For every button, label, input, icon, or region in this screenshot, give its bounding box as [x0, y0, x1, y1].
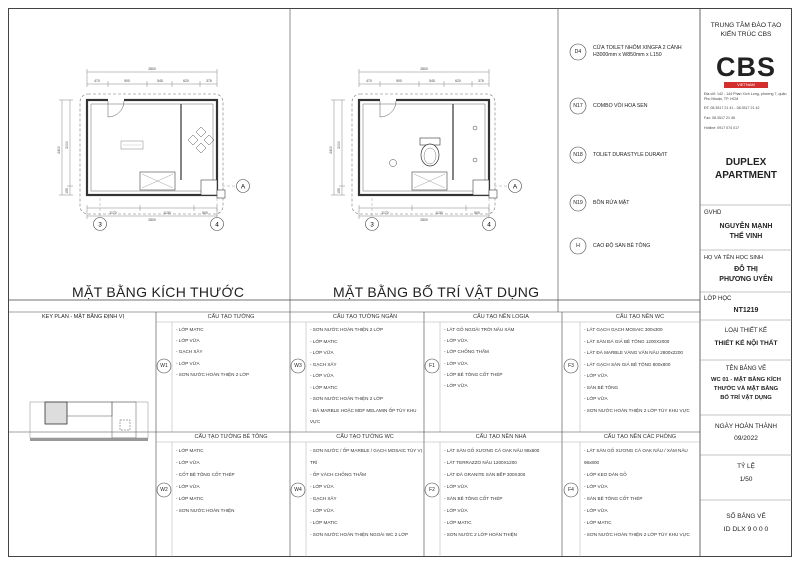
spec-item: - SÀN BÊ TÔNG	[584, 384, 619, 390]
grid-label: A	[240, 183, 246, 191]
spec-item: - LỚP VỮA	[444, 360, 468, 366]
address: Địa chỉ: 142 - 144 Phan Xích Long, phường 7, quận Phú Nhuận, TP. HCM	[704, 92, 787, 101]
dim-text: 2800	[148, 218, 156, 222]
gvhd-name-1: NGUYỄN MẠNH	[719, 223, 773, 230]
legend-code: N17	[573, 103, 583, 109]
logo-sub: VIETNAM	[724, 82, 768, 88]
sheet-value: ID DLX 9 0 0 0	[723, 526, 769, 533]
spec-item: - ỐP VÁCH CHỐNG THẤM	[310, 472, 366, 477]
design-type-value: THIẾT KẾ NỘI THẤT	[714, 340, 778, 347]
drawing-name-2: THƯỚC VÀ MẶT BẰNG	[713, 386, 779, 392]
dim-text: 1170	[109, 211, 117, 215]
spec-item: - LỚP VỮA	[176, 460, 200, 465]
project-name-2: APARTMENT	[714, 170, 778, 181]
spec-item: - LỚP MATIC	[176, 496, 204, 501]
student-name-2: PHƯƠNG UYÊN	[719, 276, 773, 283]
spec-code: F3	[568, 363, 574, 369]
spec-item: - SƠN NƯỚC HOÀN THIỆN 2 LỚP	[310, 327, 384, 332]
spec-list	[310, 445, 422, 541]
grid-label: 4	[215, 221, 219, 229]
spec-item: - LỚP VỮA	[176, 360, 200, 366]
center-name-2: KIẾN TRÚC CBS	[720, 31, 772, 38]
spec-code: W1	[160, 363, 168, 369]
door-swing	[108, 101, 124, 117]
spec-item: - LỚP VỮA	[584, 396, 608, 401]
spec-item: - SƠN NƯỚC HOÀN THIỆN 2 LỚP TÙY KHU VỰC	[584, 407, 690, 413]
design-type-label: LOẠI THIẾT KẾ	[724, 328, 768, 334]
legend-code: N18	[573, 152, 583, 158]
spec-item: - SƠN NƯỚC 2 LỚP HOÀN THIỆN	[444, 532, 518, 537]
spec-item: - GẠCH XÂY	[310, 361, 337, 367]
spec-title: CẤU TẠO TƯỜNG WC	[336, 434, 394, 440]
dim-text: 545	[429, 79, 435, 83]
grid-label: A	[512, 183, 518, 191]
logo-text: CBS	[715, 52, 776, 82]
dim-text: 500	[474, 211, 480, 215]
dim-text: 155	[65, 188, 69, 194]
dim-text: 375	[206, 79, 212, 83]
hotline: Hotline: 0917 074 017	[704, 126, 740, 130]
spec-item: - LÁT GỖ NGOÀI TRỜI NÂU XÁM	[444, 327, 515, 332]
spec-item: - LỚP MATIC	[176, 448, 204, 453]
scale-value: 1/50	[739, 476, 753, 483]
class-value: NT1219	[733, 307, 759, 314]
gvhd-name-2: THẾ VINH	[729, 233, 763, 240]
spec-item: - LỚP VỮA	[444, 508, 468, 513]
dim-text: 2000	[65, 141, 69, 149]
spec-item: - LỚP MATIC	[310, 338, 338, 344]
legend-text: COMBO VÒI HOA SEN	[593, 103, 648, 109]
legend-symbols	[570, 44, 586, 254]
spec-item: - SƠN NƯỚC HOÀN THIỆN 2 LỚP	[176, 371, 250, 377]
spec-item: - LỚP MATIC	[310, 384, 338, 390]
spec-item: - LỚP VỮA	[444, 338, 468, 344]
spec-item: - LỚP VỮA	[310, 484, 334, 489]
project-name-1: DUPLEX	[725, 157, 767, 168]
spec-item: - LỚP VỮA	[176, 484, 200, 489]
spec-list	[444, 324, 560, 391]
legend-text: TOLIET DURASTYLE DURAVIT	[593, 152, 668, 158]
dim-text: 1130	[163, 211, 171, 215]
spec-item: - LỚP VỮA	[584, 373, 608, 378]
spec-item: - GẠCH XÂY	[310, 496, 337, 501]
spec-item: - LỚP VỮA	[310, 350, 334, 355]
cbs-logo	[706, 52, 786, 82]
spec-item: - LỚP VỮA	[310, 373, 334, 378]
spec-list	[176, 324, 288, 380]
spec-item: - LỚP MATIC	[176, 327, 204, 332]
key-plan-drawing	[30, 402, 148, 441]
legend-text: CAO ĐỘ SÀN BÊ TÔNG	[593, 243, 651, 249]
spec-item: - LỚP VỮA	[584, 508, 608, 513]
dim-text: 500	[202, 211, 208, 215]
grid-label: 4	[487, 221, 491, 229]
spec-item: - LÁT GẠCH SÀN GIẢ BÊ TÔNG 800x800	[584, 361, 671, 367]
spec-item: - LÁT SÀN ĐÁ GIẢ BÊ TÔNG 1200X2000	[584, 338, 670, 344]
spec-title: CẤU TẠO TƯỜNG BÊ TÔNG	[194, 434, 268, 440]
dimension-plan	[57, 67, 250, 231]
legend-code: N19	[573, 200, 583, 206]
legend-code: H	[576, 243, 580, 249]
spec-item: - SƠN NƯỚC HOÀN THIỆN	[176, 508, 235, 513]
spec-code: F1	[429, 363, 435, 369]
grid-label: 3	[370, 221, 374, 229]
dim-text: 900	[396, 79, 402, 83]
dim-text: 470	[94, 79, 100, 83]
spec-item: - CỐT BÊ TÔNG CỐT THÉP	[176, 472, 235, 477]
spec-list	[176, 445, 288, 517]
key-plan-title: KEY PLAN - MẶT BẰNG ĐỊNH VỊ	[41, 314, 124, 320]
student-label: HỌ VÀ TÊN HỌC SINH	[704, 255, 763, 261]
dim-text: 545	[157, 79, 163, 83]
spec-list	[444, 445, 560, 541]
left-plan-title: MẶT BẰNG KÍCH THƯỚC	[72, 284, 245, 300]
spec-item: - LỚP VỮA	[584, 484, 608, 489]
dim-text: 2400	[57, 146, 61, 154]
dim-text: 375	[478, 79, 484, 83]
spec-item: - LỚP VỮA	[310, 508, 334, 513]
phone: ĐT: 08.3517 21 41 - 08.3517 21 42	[704, 106, 760, 110]
spec-item: - LỚP VỮA	[444, 383, 468, 389]
spec-item: - LỚP MATIC	[584, 520, 612, 525]
legend-code: D4	[574, 49, 582, 55]
spec-list	[310, 324, 422, 428]
spec-title: CẤU TẠO NỀN LOGIA	[473, 314, 529, 320]
spec-code: F2	[429, 487, 435, 493]
spec-item: - SƠN NƯỚC / ỐP MARBLE / GẠCH MOSAIC TÙY VỊ TRÍ	[310, 448, 422, 465]
scale-label: TỶ LỆ	[737, 463, 755, 470]
dim-text: 620	[455, 79, 461, 83]
spec-item: - LỚP VỮA	[444, 484, 468, 489]
right-plan-title: MẶT BẰNG BỐ TRÍ VẬT DỤNG	[333, 284, 540, 300]
spec-item: - ĐÁ MARBLE HOẶC MDF MELAMIN ỐP TÙY KHU VỰC	[310, 407, 417, 424]
dim-text: 155	[337, 188, 341, 194]
spec-item: - SƠN NƯỚC HOÀN THIỆN 2 LỚP	[310, 396, 384, 401]
dim-text: 2800	[420, 218, 428, 222]
gvhd-label: GVHD	[704, 210, 722, 216]
drawing-name-3: BỐ TRÍ VẬT DỤNG	[720, 395, 772, 401]
spec-item: - LÁT ĐÁ MARBLE VÀNG VÂN NÂU 2800x2200	[584, 350, 683, 355]
drawing-label: TÊN BẢNG VẼ	[725, 366, 767, 372]
spec-title: CẤU TẠO NỀN CÁC PHÒNG	[603, 434, 677, 440]
spec-title: CẤU TẠO TƯỜNG NGĂN	[332, 314, 398, 320]
spec-item: - LỚP MATIC	[310, 520, 338, 525]
dim-text: 2000	[337, 141, 341, 149]
furniture-plan	[329, 67, 522, 231]
spec-item: - GẠCH XÂY	[176, 349, 203, 355]
legend-text: CỬA TOILET NHÔM XINGFA 2 CÁNH H3000mm x W850mm x L150	[593, 45, 682, 58]
dim-text: 900	[124, 79, 130, 83]
dim-text: 2800	[148, 67, 156, 71]
student-name-1: ĐỖ THỊ	[734, 266, 758, 273]
dim-text: 1170	[381, 211, 389, 215]
dim-text: 2800	[420, 67, 428, 71]
spec-code: F4	[568, 487, 574, 493]
grid-label: 3	[98, 221, 102, 229]
legend-text: BỒN RỬA MẶT	[593, 200, 630, 206]
drawing-name-1: WC 01 - MẶT BẰNG KÍCH	[711, 377, 781, 383]
spec-item: - LÁT SÀN GỖ XƯƠNG CÁ OAK NÂU / XÁM NÂU 98x800	[584, 448, 688, 465]
spec-item: - LỚP CHỐNG THẤM	[444, 349, 489, 355]
spec-code: W4	[294, 487, 302, 493]
spec-title: CẤU TẠO NỀN NHÀ	[475, 434, 527, 440]
spec-item: - SÀN BÊ TÔNG CỐT THÉP	[584, 496, 643, 501]
spec-list	[584, 445, 698, 541]
toilet	[420, 138, 440, 166]
spec-code: W2	[160, 487, 168, 493]
date-value: 09/2022	[734, 435, 758, 442]
sheet-label: SỐ BẢNG VẼ	[726, 513, 766, 520]
class-label: LỚP HỌC	[704, 296, 732, 302]
spec-list	[584, 324, 698, 416]
tile-pattern	[188, 127, 214, 153]
spec-code: W3	[294, 363, 302, 369]
spec-item: - SƠN NƯỚC HOÀN THIỆN 2 LỚP TÙY KHU VỰC	[584, 532, 690, 537]
spec-item: - LÁT SÀN GỖ XƯƠNG CÁ OAK NÂU 98x800	[444, 448, 540, 453]
spec-item: - LỚP BÊ TÔNG CỐT THÉP	[444, 371, 503, 377]
spec-title: CẤU TẠO TƯỜNG	[207, 314, 255, 320]
center-name-1: TRUNG TÂM ĐÀO TẠO	[710, 22, 782, 29]
spec-item: - LỚP VỮA	[176, 338, 200, 344]
date-label: NGÀY HOÀN THÀNH	[715, 423, 777, 430]
spec-title: CẤU TẠO NỀN WC	[615, 314, 665, 320]
spec-item: - SƠN NƯỚC HOÀN THIỆN NGOÀI WC 2 LỚP	[310, 532, 409, 537]
shower-head	[473, 126, 477, 130]
spec-item: - LÁT GẠCH GẠCH MOSAIC 300x300	[584, 327, 663, 332]
dim-text: 470	[366, 79, 372, 83]
dim-text: 2400	[329, 146, 333, 154]
fax: Fax: 08.3517 21 46	[704, 116, 735, 120]
door-swing	[380, 101, 396, 117]
dim-text: 620	[183, 79, 189, 83]
spec-item: - LỚP MATIC	[444, 520, 472, 525]
dim-text: 1130	[435, 211, 443, 215]
spec-item: - LÁT TERRAZZO NÂU 1200X1200	[444, 460, 517, 465]
spec-item: - LỚP KEO DÁN GỖ	[584, 472, 627, 477]
spec-item: - LÁT ĐÁ GRANITE SÀN BẾP 300X300	[444, 472, 526, 477]
spec-item: - SÀN BÊ TÔNG CỐT THÉP	[444, 496, 503, 501]
basin-tap	[390, 160, 397, 167]
